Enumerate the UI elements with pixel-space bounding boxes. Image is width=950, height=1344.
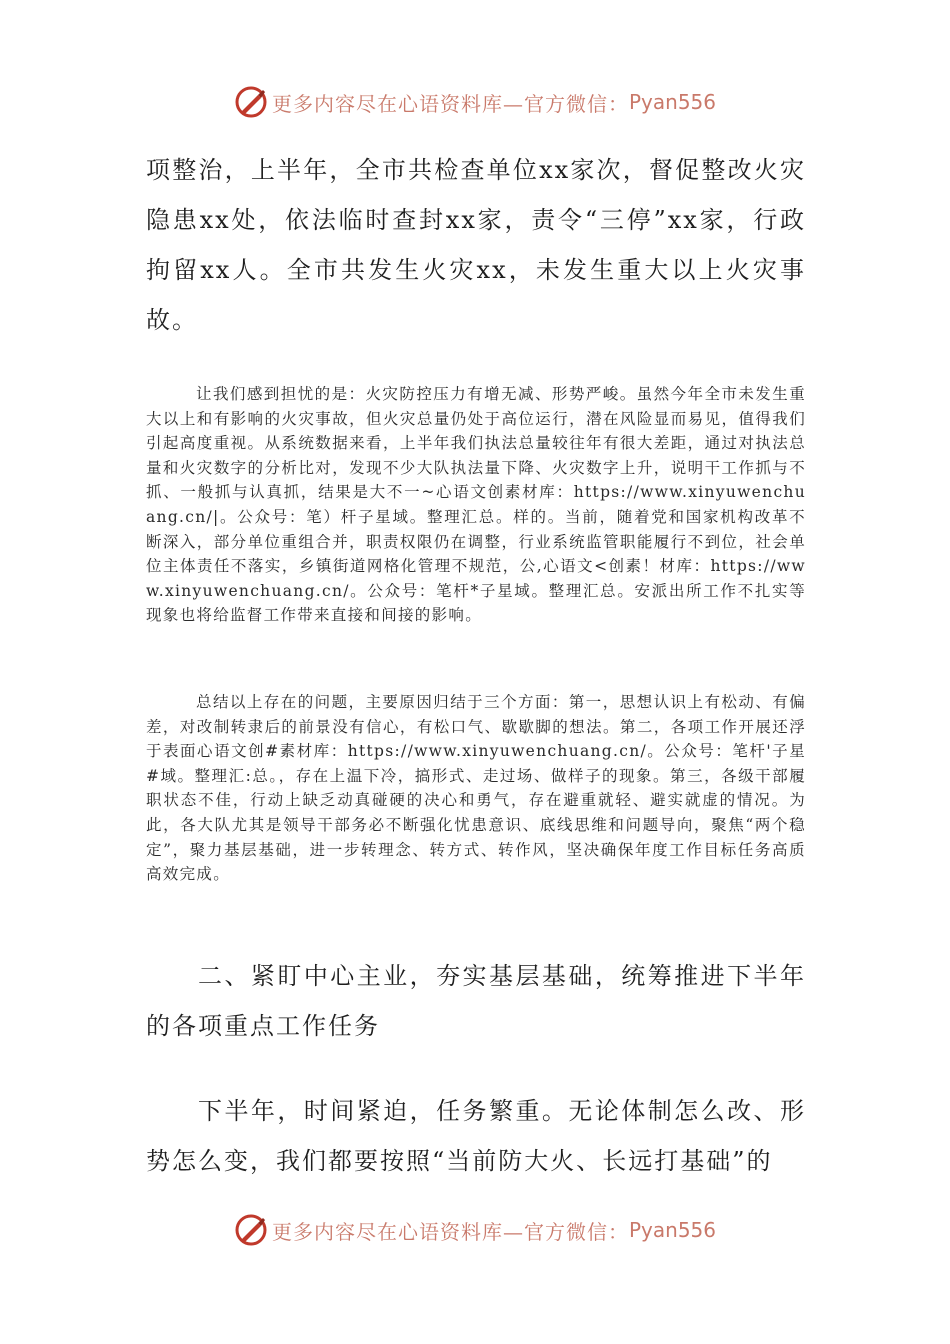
- paragraph-3: 总结以上存在的问题，主要原因归结于三个方面：第一，思想认识上有松动、有偏差，对改制转隶后的前景没有信心，有松口气、歇歇脚的想法。第二，各项工作开展还浮于表面心语文创#素材库：https://www.xinyuwenchuang.cn/。公众号：笔杆'子星#域。整理汇:总。，存在上温下冷，搞形式、走过场、做样子的现象。第三，各级干部履职状态不佳，行动上缺乏动真碰硬的决心和勇气，存在避重就轻、避实就虚的情况。为此，各大队尤其是领导干部务必不断强化忧患意识、底线思维和问题导向，聚焦“两个稳定”，聚力基层基础，进一步转理念、转方式、转作风，坚决确保年度工作目标任务高质高效完成。: [146, 693, 806, 884]
- section-heading: 二、紧盯中心主业，夯实基层基础，统筹推进下半年的各项重点工作任务: [146, 962, 806, 1040]
- watermark-text: 更多内容尽在心语资料库—官方微信：: [271, 91, 629, 116]
- paragraph-2: 让我们感到担忧的是：火灾防控压力有增无减、形势严峻。虽然今年全市未发生重大以上和有影响的火灾事故，但火灾总量仍处于高位运行，潜在风险显而易见，值得我们引起高度重视。从系统数据来看，上半年我们执法总量较往年有很大差距，通过对执法总量和火灾数字的分析比对，发现不少大队执法量下降、火灾数字上升，说明干工作抓与不抓、一般抓与认真抓，结果是大不一~心语文创素材库：https://www.xinyuwenchuang.cn/|。公众号：笔）杆子星域。整理汇总。样的。当前，随着党和国家机构改革不断深入，部分单位重组合并，职责权限仍在调整，行业系统监管职能履行不到位，社会单位主体责任不落实，乡镇街道网格化管理不规范，公,心语文<创素！材库：https://www.xinyuwenchuang.cn/。公众号：笔杆*子星域。整理汇总。安派出所工作不扎实等现象也将给监督工作带来直接和间接的影响。: [146, 385, 806, 625]
- header-watermark: [0, 80, 950, 124]
- watermark-wechat-id: Pyan556: [628, 1218, 716, 1242]
- pen-logo-icon: [234, 1213, 268, 1247]
- footer-watermark: [0, 1208, 950, 1252]
- watermark-wechat-id: Pyan556: [628, 90, 716, 114]
- paragraph-4: 下半年，时间紧迫，任务繁重。无论体制怎么改、形势怎么变，我们都要按照“当前防大火、长远打基础”的: [146, 1097, 806, 1175]
- watermark-text: 更多内容尽在心语资料库—官方微信：: [271, 1219, 629, 1244]
- paragraph-1: 项整治，上半年，全市共检查单位xx家次，督促整改火灾隐患xx处，依法临时查封xx家，责令“三停”xx家，行政拘留xx人。全市共发生火灾xx，未发生重大以上火灾事故。: [146, 156, 806, 334]
- pen-logo-icon: [234, 85, 268, 119]
